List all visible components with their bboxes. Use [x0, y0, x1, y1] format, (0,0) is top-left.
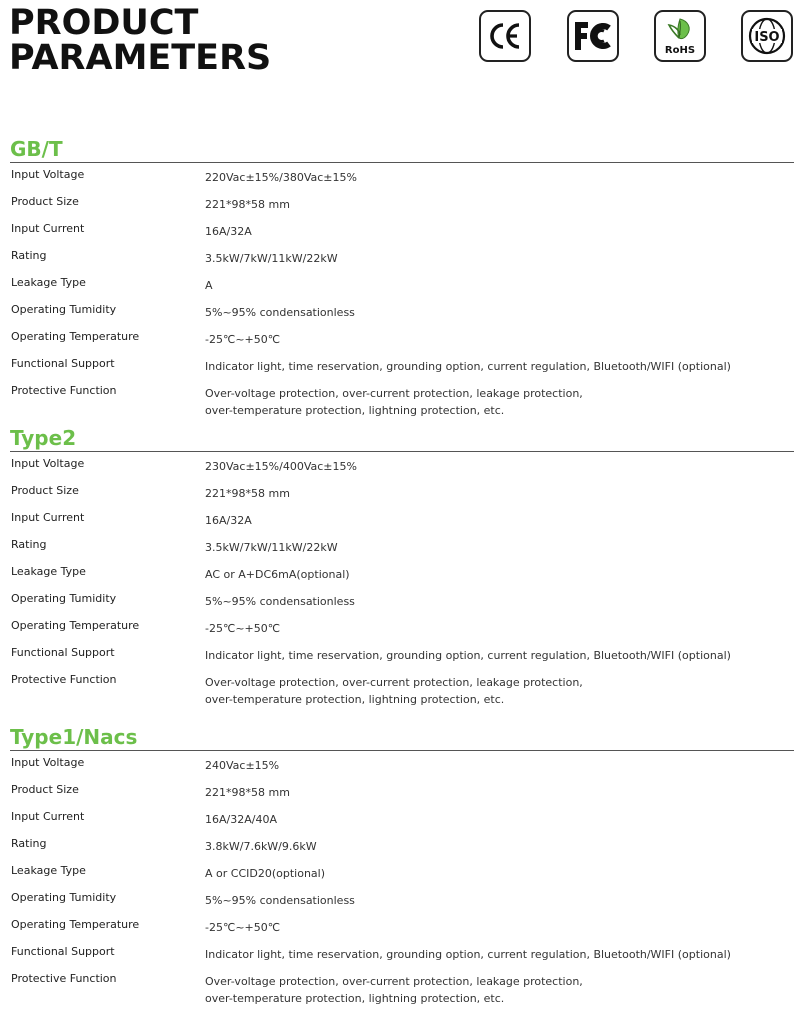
param-row-product-size — [10, 194, 794, 221]
iso-mark-graphic — [745, 14, 789, 58]
param-row-input-voltage — [10, 755, 794, 782]
param-label: Operating Tumidity — [11, 592, 117, 605]
param-value: 221*98*58 mm — [205, 786, 290, 799]
param-label: Input Current — [11, 810, 85, 823]
section-divider — [10, 750, 794, 751]
param-value: 220Vac±15%/380Vac±15% — [205, 171, 357, 184]
param-row-rating — [10, 836, 794, 863]
param-value: 16A/32A — [205, 514, 252, 527]
param-value: 5%~95% condensationless — [205, 894, 355, 907]
param-value — [205, 674, 795, 708]
param-row-protective-function — [10, 383, 794, 417]
param-label: Product Size — [11, 195, 79, 208]
param-row-leakage-type — [10, 863, 794, 890]
fcc-mark-graphic — [571, 16, 615, 56]
param-row-protective-function — [10, 971, 794, 1005]
param-value: Indicator light, time reservation, grounding option, current regulation, Bluetooth/WIFI (optional) — [205, 948, 731, 961]
ce-mark-icon — [479, 10, 531, 62]
param-value-line1: Over-voltage protection, over-current protection, leakage protection, — [205, 975, 583, 988]
param-row-operating-humidity — [10, 890, 794, 917]
param-value: Indicator light, time reservation, grounding option, current regulation, Bluetooth/WIFI (optional) — [205, 360, 731, 373]
param-label: Leakage Type — [11, 864, 86, 877]
section-divider — [10, 162, 794, 163]
param-value: 240Vac±15% — [205, 759, 280, 772]
param-value: A or CCID20(optional) — [205, 867, 326, 880]
param-value: 5%~95% condensationless — [205, 306, 355, 319]
param-value: A — [205, 279, 213, 292]
param-row-leakage-type — [10, 275, 794, 302]
param-value: 3.5kW/7kW/11kW/22kW — [205, 541, 338, 554]
certification-badges — [479, 10, 796, 64]
svg-text:RoHS: RoHS — [664, 45, 696, 56]
param-row-operating-humidity — [10, 302, 794, 329]
param-table — [10, 755, 794, 1005]
param-label: Rating — [11, 837, 47, 850]
page-title-line2: PARAMETERS — [9, 38, 272, 78]
param-value — [205, 973, 795, 1007]
section-divider — [10, 451, 794, 452]
param-value-line2: over-temperature protection, lightning protection, etc. — [205, 992, 505, 1005]
param-row-input-current — [10, 510, 794, 537]
param-row-product-size — [10, 483, 794, 510]
fcc-mark-icon — [567, 10, 619, 62]
param-row-operating-temperature — [10, 917, 794, 944]
param-value-line1: Over-voltage protection, over-current protection, leakage protection, — [205, 676, 583, 689]
rohs-mark-graphic — [657, 13, 703, 59]
param-value: 16A/32A — [205, 225, 252, 238]
svg-text:ISO: ISO — [754, 30, 780, 45]
param-value: 230Vac±15%/400Vac±15% — [205, 460, 357, 473]
page-title — [9, 3, 272, 78]
param-table — [10, 456, 794, 706]
param-row-input-current — [10, 221, 794, 248]
section-gbt — [10, 137, 794, 417]
param-label: Protective Function — [11, 673, 117, 686]
param-value: 221*98*58 mm — [205, 198, 290, 211]
param-value: 5%~95% condensationless — [205, 595, 355, 608]
param-value-line2: over-temperature protection, lightning protection, etc. — [205, 404, 505, 417]
param-row-operating-temperature — [10, 618, 794, 645]
param-value: Indicator light, time reservation, grounding option, current regulation, Bluetooth/WIFI (optional) — [205, 649, 731, 662]
param-table — [10, 167, 794, 417]
param-label: Functional Support — [11, 357, 115, 370]
section-title: Type1/Nacs — [10, 725, 138, 749]
param-label: Rating — [11, 249, 47, 262]
param-label: Product Size — [11, 484, 79, 497]
param-label: Input Voltage — [11, 168, 85, 181]
param-value: 3.8kW/7.6kW/9.6kW — [205, 840, 317, 853]
param-value-line1: Over-voltage protection, over-current protection, leakage protection, — [205, 387, 583, 400]
param-row-operating-temperature — [10, 329, 794, 356]
param-label: Input Voltage — [11, 756, 85, 769]
param-row-operating-humidity — [10, 591, 794, 618]
param-row-input-voltage — [10, 167, 794, 194]
param-value: 16A/32A/40A — [205, 813, 277, 826]
param-value: -25℃~+50℃ — [205, 333, 281, 346]
param-label: Functional Support — [11, 646, 115, 659]
ce-mark-graphic — [485, 16, 525, 56]
param-row-functional-support — [10, 356, 794, 383]
section-title: Type2 — [10, 426, 77, 450]
param-label: Input Current — [11, 511, 85, 524]
param-value: 3.5kW/7kW/11kW/22kW — [205, 252, 338, 265]
param-row-rating — [10, 537, 794, 564]
page-title-line1: PRODUCT — [9, 3, 199, 43]
param-label: Input Voltage — [11, 457, 85, 470]
rohs-leaf-icon — [654, 10, 706, 62]
param-value: AC or A+DC6mA(optional) — [205, 568, 350, 581]
param-label: Operating Temperature — [11, 330, 140, 343]
param-label: Input Current — [11, 222, 85, 235]
section-title: GB/T — [10, 137, 63, 161]
param-label: Operating Tumidity — [11, 303, 117, 316]
param-row-product-size — [10, 782, 794, 809]
param-row-protective-function — [10, 672, 794, 706]
section-type2 — [10, 426, 794, 706]
param-label: Operating Tumidity — [11, 891, 117, 904]
param-row-functional-support — [10, 944, 794, 971]
param-row-leakage-type — [10, 564, 794, 591]
param-value: 221*98*58 mm — [205, 487, 290, 500]
param-value-line2: over-temperature protection, lightning protection, etc. — [205, 693, 505, 706]
param-label: Product Size — [11, 783, 79, 796]
param-label: Protective Function — [11, 972, 117, 985]
param-value — [205, 385, 795, 419]
param-label: Protective Function — [11, 384, 117, 397]
param-label: Operating Temperature — [11, 619, 140, 632]
param-label: Operating Temperature — [11, 918, 140, 931]
param-row-rating — [10, 248, 794, 275]
param-row-functional-support — [10, 645, 794, 672]
param-value: -25℃~+50℃ — [205, 921, 281, 934]
param-label: Functional Support — [11, 945, 115, 958]
iso-globe-icon — [741, 10, 793, 62]
param-label: Rating — [11, 538, 47, 551]
param-value: -25℃~+50℃ — [205, 622, 281, 635]
param-row-input-current — [10, 809, 794, 836]
param-row-input-voltage — [10, 456, 794, 483]
param-label: Leakage Type — [11, 276, 86, 289]
param-label: Leakage Type — [11, 565, 86, 578]
section-type1-nacs — [10, 725, 794, 1005]
